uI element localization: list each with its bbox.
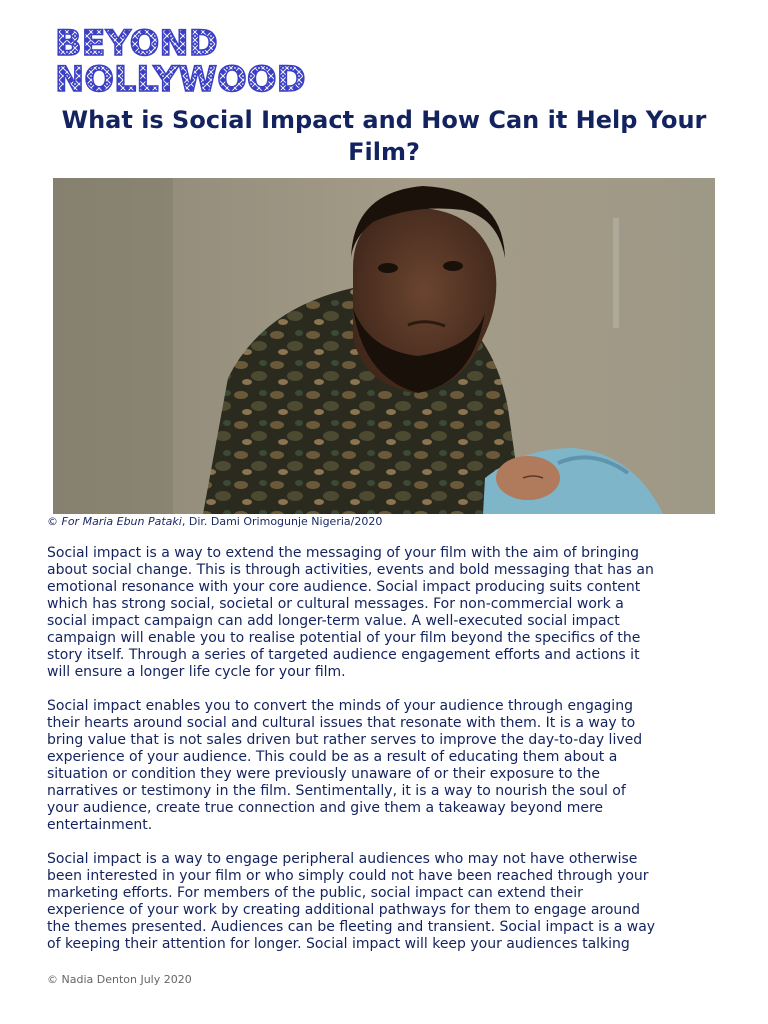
paragraph-2 — [47, 698, 737, 834]
paragraph-line: situation or condition they were previously unaware of or their exposure to the — [47, 766, 601, 782]
paragraph-line: emotional resonance with your core audience. Social impact producing suits content — [47, 579, 641, 595]
brand-line2: NOLLYWOOD — [55, 60, 306, 96]
caption-copyright-symbol: © — [47, 515, 58, 528]
brand-line1: BEYOND — [55, 24, 218, 64]
paragraph-3 — [47, 851, 737, 953]
caption-credit: , Dir. Dami Orimogunje Nigeria/2020 — [181, 515, 383, 528]
paragraph-line: their hearts around social and cultural issues that resonate with them. It is a way to — [47, 715, 636, 731]
page-title: What is Social Impact and How Can it Help Your Film? — [61, 106, 707, 166]
paragraph-line: the themes presented. Audiences can be fleeting and transient. Social impact is a way — [47, 919, 656, 935]
paragraph-line: entertainment. — [47, 817, 153, 833]
brand-logo-graphic — [55, 24, 365, 96]
paragraph-line: experience of your audience. This could be as a result of educating them about a — [47, 749, 618, 765]
paragraph-line: your audience, create true connection and give them a takeaway beyond mere — [47, 800, 604, 816]
paragraph-line: Social impact is a way to extend the messaging of your film with the aim of bringing — [47, 545, 640, 561]
paragraph-1 — [47, 545, 737, 681]
paragraph-line: been interested in your film or who simply could not have been reached through your — [47, 868, 649, 884]
paragraph-line: about social change. This is through activities, events and bold messaging that has an — [47, 562, 654, 578]
paragraph-line: of keeping their attention for longer. Social impact will keep your audiences talking — [47, 936, 630, 952]
paragraph-line: Social impact is a way to engage peripheral audiences who may not have otherwise — [47, 851, 638, 867]
paragraph-line: bring value that is not sales driven but rather serves to improve the day-to-day lived — [47, 732, 643, 748]
paragraph-line: marketing efforts. For members of the public, social impact can extend their — [47, 885, 583, 901]
hero-image — [53, 178, 715, 514]
paragraph-line: Social impact enables you to convert the minds of your audience through engaging — [47, 698, 633, 714]
paragraph-line: will ensure a longer life cycle for your film. — [47, 664, 346, 680]
article-body — [47, 545, 737, 970]
paragraph-line: which has strong social, societal or cultural messages. For non-commercial work a — [47, 596, 624, 612]
paragraph-line: experience of your work by creating additional pathways for them to engage around — [47, 902, 641, 918]
image-caption — [47, 514, 382, 530]
brand-logo — [55, 24, 365, 96]
paragraph-line: narratives or testimony in the film. Sentimentally, it is a way to nourish the soul of — [47, 783, 626, 799]
paragraph-line: social impact campaign can add longer-term value. A well-executed social impact — [47, 613, 620, 629]
paragraph-line: campaign will enable you to realise potential of your film beyond the specifics of the — [47, 630, 641, 646]
page-footer: © Nadia Denton July 2020 — [47, 973, 192, 986]
caption-film-title: For Maria Ebun Pataki — [61, 515, 182, 528]
hero-image-illustration — [53, 178, 715, 514]
paragraph-line: story itself. Through a series of targeted audience engagement efforts and actions it — [47, 647, 640, 663]
